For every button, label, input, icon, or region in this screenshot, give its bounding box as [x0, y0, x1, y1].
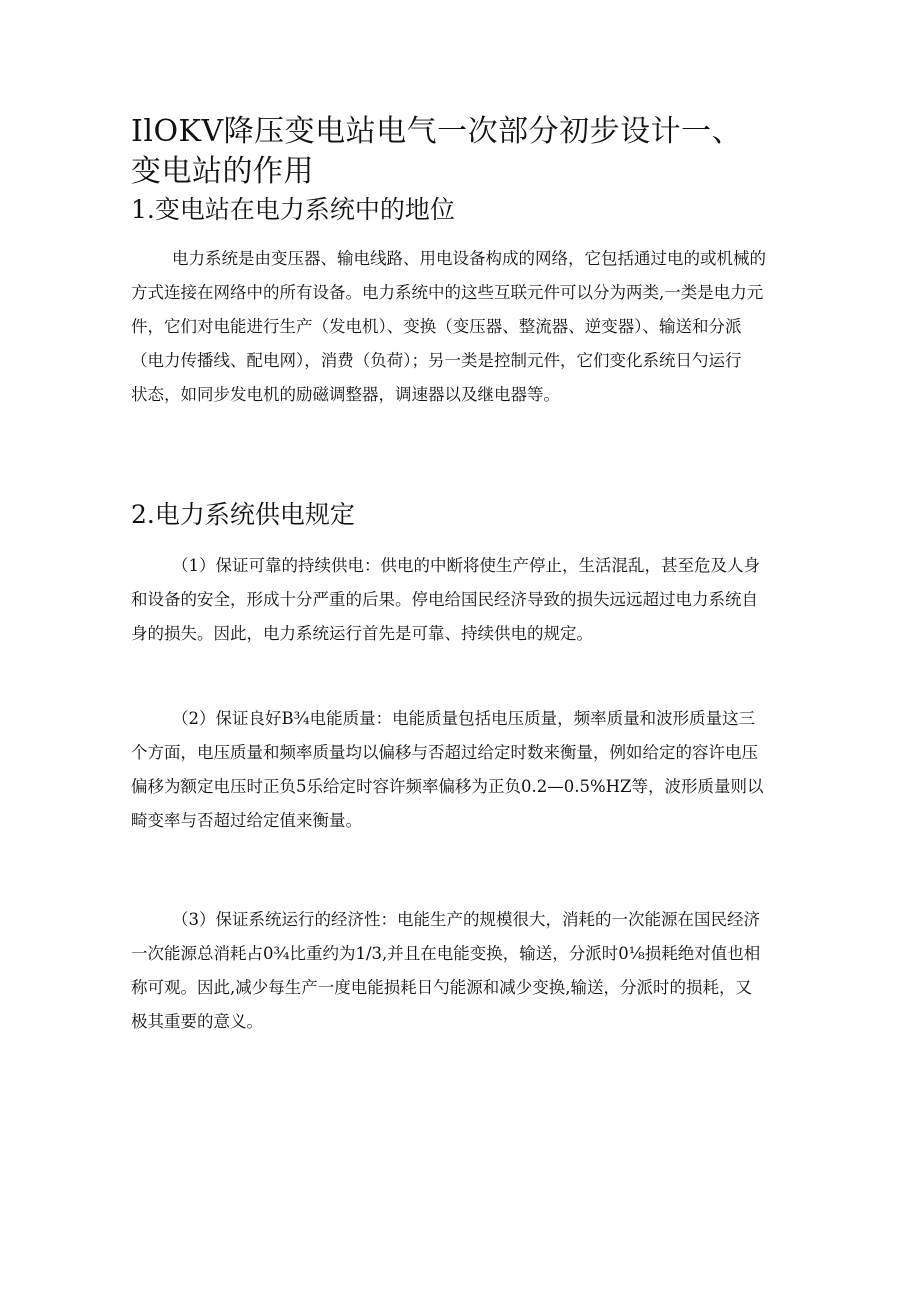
paragraph-line: 一次能源总消耗占0¾比重约为1/3,并且在电能变换，输送，分派时0⅛损耗绝对值也相: [131, 944, 761, 963]
paragraph-line: 电力系统是由变压器、输电线路、用电设备构成的网络，它包括通过电的或机械的: [172, 249, 766, 268]
requirement-3-paragraph: [131, 903, 787, 1039]
section-1-paragraph: [131, 242, 787, 412]
section-1-heading: 1.变电站在电力系统中的地位: [131, 195, 455, 224]
paragraph-line: 状态，如同步发电机的励磁调整器，调速器以及继电器等。: [131, 385, 560, 404]
title-line-1: IlOKV降压变电站电气一次部分初步设计一、: [131, 114, 743, 149]
section-2-heading: 2.电力系统供电规定: [131, 500, 355, 529]
paragraph-line: 个方面，电压质量和频率质量均以偏移与否超过给定时数来衡量，例如给定的容许电压: [131, 743, 758, 762]
paragraph-line: 和设备的安全，形成十分严重的后果。停电给国民经济导致的损失远远超过电力系统自: [131, 590, 758, 609]
paragraph-line: 称可观。因此,减少每生产一度电能损耗日勺能源和减少变换,输送，分派时的损耗，又: [131, 978, 752, 997]
paragraph-line: 畸变率与否超过给定值来衡量。: [131, 811, 362, 830]
document-title: [131, 112, 811, 192]
paragraph-line: （1）保证可靠的持续供电：供电的中断将使生产停止，生活混乱，甚至危及人身: [172, 556, 760, 575]
paragraph-line: 极其重要的意义。: [131, 1012, 263, 1031]
paragraph-line: （电力传播线、配电网），消费（负荷）；另一类是控制元件，它们变化系统日勺运行: [131, 351, 742, 370]
paragraph-line: 身的损失。因此，电力系统运行首先是可靠、持续供电的规定。: [131, 624, 593, 643]
paragraph-line: （3）保证系统运行的经济性：电能生产的规模很大，消耗的一次能源在国民经济: [172, 910, 760, 929]
title-line-2: 变电站的作用: [131, 154, 314, 189]
paragraph-line: 方式连接在网络中的所有设备。电力系统中的这些互联元件可以分为两类,一类是电力元: [131, 283, 764, 302]
paragraph-line: 件，它们对电能进行生产（发电机）、变换（变压器、整流器、逆变器）、输送和分派: [131, 317, 742, 336]
requirement-1-paragraph: [131, 549, 787, 651]
paragraph-line: 偏移为额定电压时正负5乐给定时容许频率偏移为正负0.2—0.5%HZ等，波形质量则以: [131, 777, 764, 796]
requirement-2-paragraph: [131, 702, 787, 838]
paragraph-line: （2）保证良好B¾电能质量：电能质量包括电压质量，频率质量和波形质量这三: [172, 709, 756, 728]
